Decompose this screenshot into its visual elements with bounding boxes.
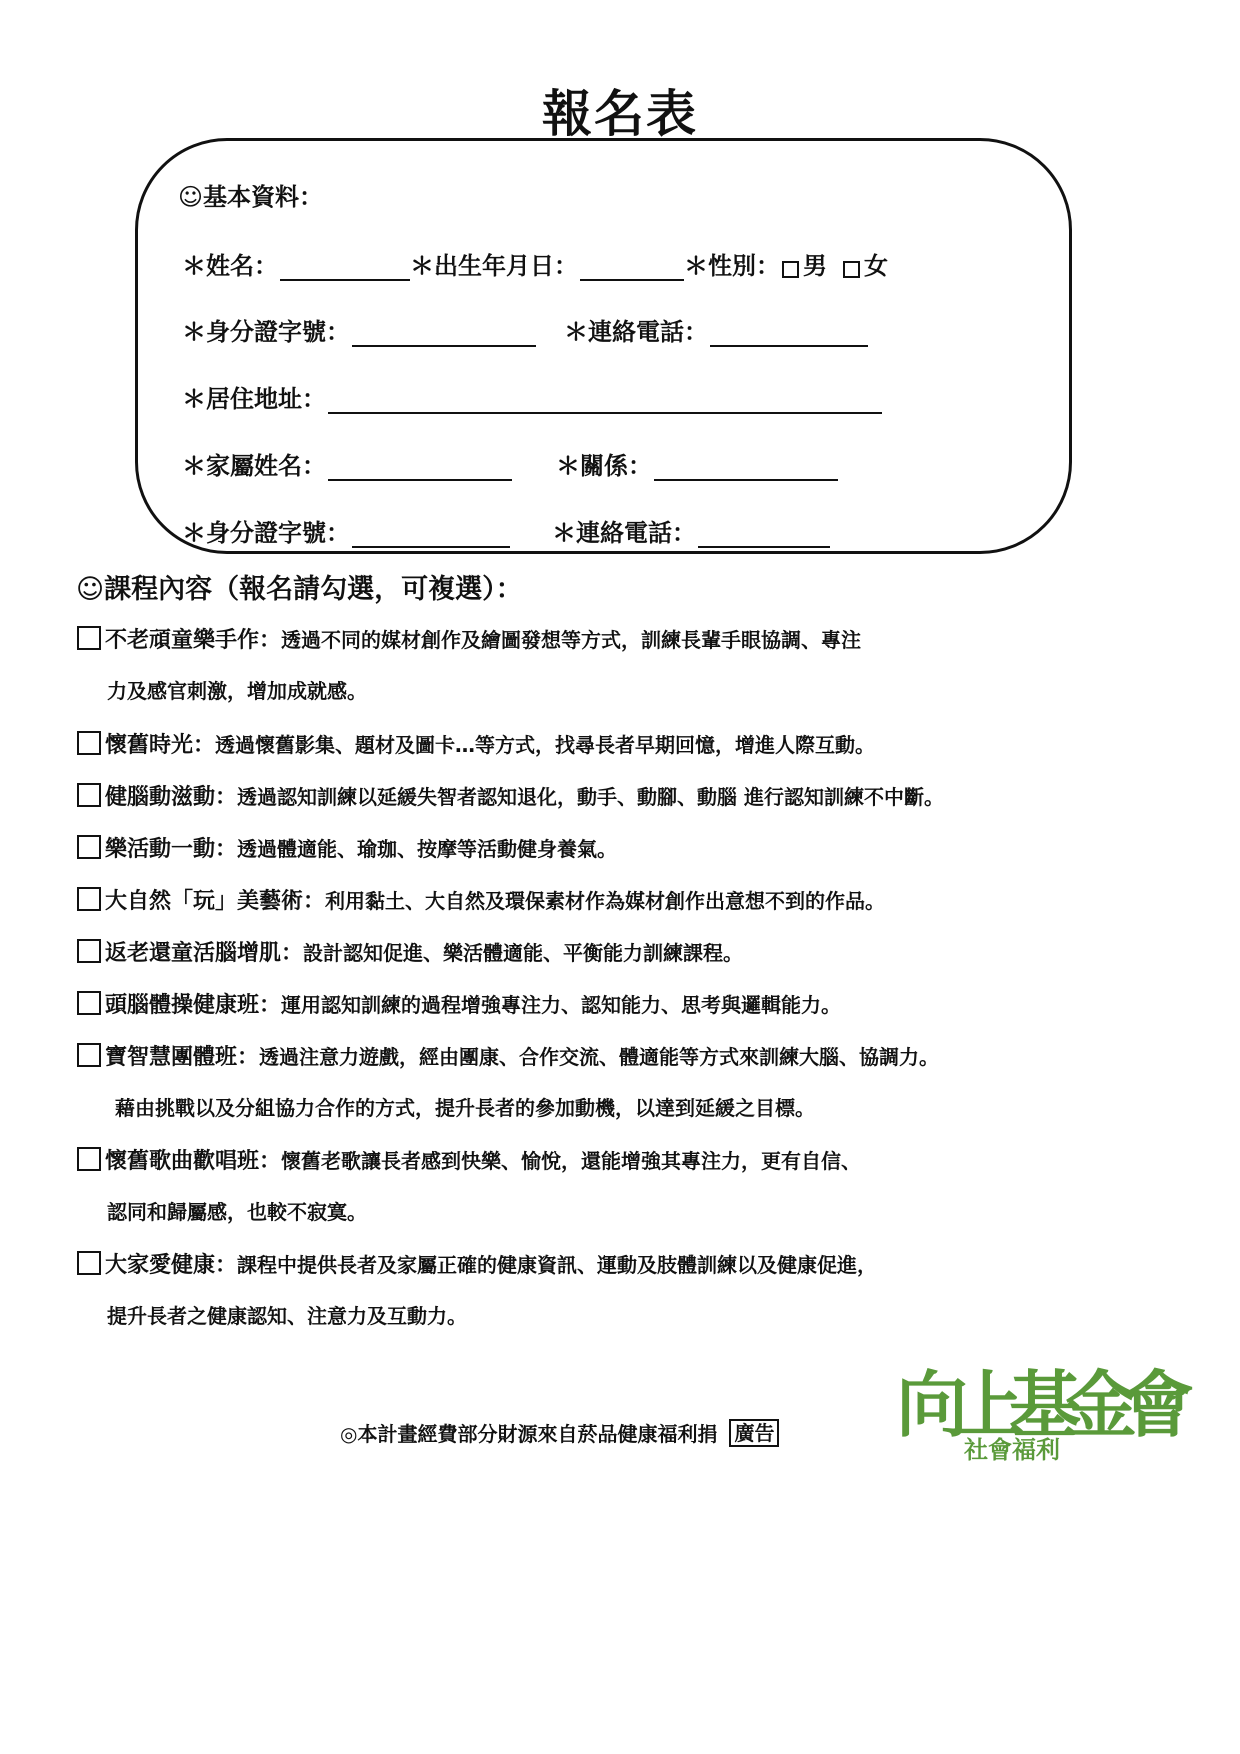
relation-label: ＊關係： bbox=[556, 452, 652, 480]
name-field bbox=[182, 246, 410, 281]
logo-sub-text: 社會福利 bbox=[964, 1436, 1060, 1464]
page-title: 報名表 bbox=[542, 85, 698, 143]
course-checkbox-1[interactable] bbox=[77, 731, 101, 755]
course-name-9: 大家愛健康： bbox=[105, 1252, 238, 1278]
courses-heading: ☺課程內容（報名請勾選，可複選）： bbox=[76, 574, 523, 605]
course-checkbox-7[interactable] bbox=[77, 1043, 101, 1067]
name-label: ＊姓名： bbox=[182, 252, 278, 280]
relation-field bbox=[556, 446, 838, 481]
course-desc-3: 透過體適能、瑜珈、按摩等活動健身養氣。 bbox=[237, 836, 618, 861]
birthdate-input[interactable] bbox=[580, 257, 684, 281]
name-input[interactable] bbox=[280, 257, 410, 281]
gender-field bbox=[684, 246, 888, 281]
course-name-2: 健腦動滋動： bbox=[105, 784, 238, 810]
id-number-field bbox=[182, 312, 536, 347]
course-item-0 bbox=[77, 623, 1197, 705]
course-desc-0: 透過不同的媒材創作及繪圖發想等方式，訓練長輩手眼協調、專注 bbox=[281, 627, 862, 652]
gender-label: ＊性別： bbox=[684, 252, 780, 280]
id-number-input[interactable] bbox=[352, 323, 536, 347]
phone-input[interactable] bbox=[710, 323, 868, 347]
funding-note-text: ◎本計畫經費部分財源來自菸品健康福利捐 bbox=[340, 1422, 718, 1446]
address-input[interactable] bbox=[328, 390, 882, 414]
course-name-4: 大自然「玩」美藝術： bbox=[105, 888, 326, 914]
course-checkbox-4[interactable] bbox=[77, 887, 101, 911]
phone-label: ＊連絡電話： bbox=[564, 318, 708, 346]
course-checkbox-3[interactable] bbox=[77, 835, 101, 859]
course-desc-4: 利用黏土、大自然及環保素材作為媒材創作出意想不到的作品。 bbox=[325, 888, 886, 913]
course-item-3 bbox=[77, 832, 1197, 862]
course-cont-8: 認同和歸屬感，也較不寂寞。 bbox=[107, 1200, 367, 1224]
family-name-label: ＊家屬姓名： bbox=[182, 452, 326, 480]
course-name-1: 懷舊時光： bbox=[105, 732, 216, 758]
gender-male-label: 男 bbox=[803, 252, 827, 280]
course-desc-2: 透過認知訓練以延緩失智者認知退化，動手、動腳、動腦 進行認知訓練不中斷。 bbox=[237, 784, 944, 809]
course-item-4 bbox=[77, 884, 1197, 914]
course-checkbox-5[interactable] bbox=[77, 939, 101, 963]
phone-field bbox=[564, 312, 868, 347]
course-checkbox-0[interactable] bbox=[77, 626, 101, 650]
course-item-8 bbox=[77, 1144, 1197, 1226]
family-id-number-input[interactable] bbox=[352, 524, 510, 548]
course-checkbox-8[interactable] bbox=[77, 1147, 101, 1171]
address-field bbox=[182, 379, 882, 414]
funding-note bbox=[340, 1418, 779, 1447]
family-phone-label: ＊連絡電話： bbox=[552, 519, 696, 547]
course-item-9 bbox=[77, 1248, 1197, 1330]
info-row-5 bbox=[182, 518, 830, 548]
info-row-3 bbox=[182, 384, 882, 414]
course-cont-7: 藉由挑戰以及分組協力合作的方式，提升長者的參加動機，以達到延緩之目標。 bbox=[115, 1096, 815, 1120]
course-item-6 bbox=[77, 988, 1197, 1018]
info-row-2 bbox=[182, 317, 868, 347]
course-item-1 bbox=[77, 728, 1197, 758]
course-desc-1: 透過懷舊影集、題材及圖卡…等方式，找尋長者早期回憶，增進人際互動。 bbox=[215, 732, 876, 757]
family-id-number-label: ＊身分證字號： bbox=[182, 519, 350, 547]
course-item-5 bbox=[77, 936, 1197, 966]
course-name-6: 頭腦體操健康班： bbox=[105, 992, 282, 1018]
course-desc-9: 課程中提供長者及家屬正確的健康資訊、運動及肢體訓練以及健康促進， bbox=[237, 1252, 878, 1277]
course-desc-5: 設計認知促進、樂活體適能、平衡能力訓練課程。 bbox=[303, 940, 744, 965]
info-row-4 bbox=[182, 451, 838, 481]
relation-input[interactable] bbox=[654, 457, 838, 481]
birthdate-label: ＊出生年月日： bbox=[410, 252, 578, 280]
course-desc-7: 透過注意力遊戲，經由團康、合作交流、體適能等方式來訓練大腦、協調力。 bbox=[259, 1044, 940, 1069]
family-phone-input[interactable] bbox=[698, 524, 830, 548]
gender-male-checkbox[interactable] bbox=[782, 261, 799, 278]
logo-main-text: 向上基金會 bbox=[896, 1363, 1194, 1447]
course-checkbox-9[interactable] bbox=[77, 1251, 101, 1275]
address-label: ＊居住地址： bbox=[182, 385, 326, 413]
birthdate-field bbox=[410, 246, 684, 281]
course-name-8: 懷舊歌曲歡唱班： bbox=[105, 1148, 282, 1174]
info-row-1 bbox=[182, 251, 888, 281]
course-desc-8: 懷舊老歌讓長者感到快樂、愉悅，還能增強其專注力，更有自信、 bbox=[281, 1148, 862, 1173]
course-name-3: 樂活動一動： bbox=[105, 836, 238, 862]
gender-female-checkbox[interactable] bbox=[843, 261, 860, 278]
course-item-2 bbox=[77, 780, 1197, 810]
course-name-7: 寶智慧團體班： bbox=[105, 1044, 260, 1070]
family-name-field bbox=[182, 446, 512, 481]
course-name-5: 返老還童活腦增肌： bbox=[105, 940, 304, 966]
basic-info-box bbox=[135, 138, 1072, 554]
course-checkbox-6[interactable] bbox=[77, 991, 101, 1015]
family-id-number-field bbox=[182, 513, 510, 548]
course-name-0: 不老頑童樂手作： bbox=[105, 627, 282, 653]
family-name-input[interactable] bbox=[328, 457, 512, 481]
course-cont-0: 力及感官刺激，增加成就感。 bbox=[107, 679, 367, 703]
gender-female-label: 女 bbox=[864, 252, 888, 280]
basic-info-heading: ☺基本資料： bbox=[178, 183, 324, 211]
course-desc-6: 運用認知訓練的過程增強專注力、認知能力、思考與邏輯能力。 bbox=[281, 992, 842, 1017]
foundation-logo bbox=[894, 1348, 1196, 1468]
course-item-7 bbox=[77, 1040, 1197, 1122]
ad-tag: 廣告 bbox=[729, 1419, 779, 1447]
family-phone-field bbox=[552, 513, 830, 548]
course-cont-9: 提升長者之健康認知、注意力及互動力。 bbox=[107, 1304, 467, 1328]
id-number-label: ＊身分證字號： bbox=[182, 318, 350, 346]
course-checkbox-2[interactable] bbox=[77, 783, 101, 807]
